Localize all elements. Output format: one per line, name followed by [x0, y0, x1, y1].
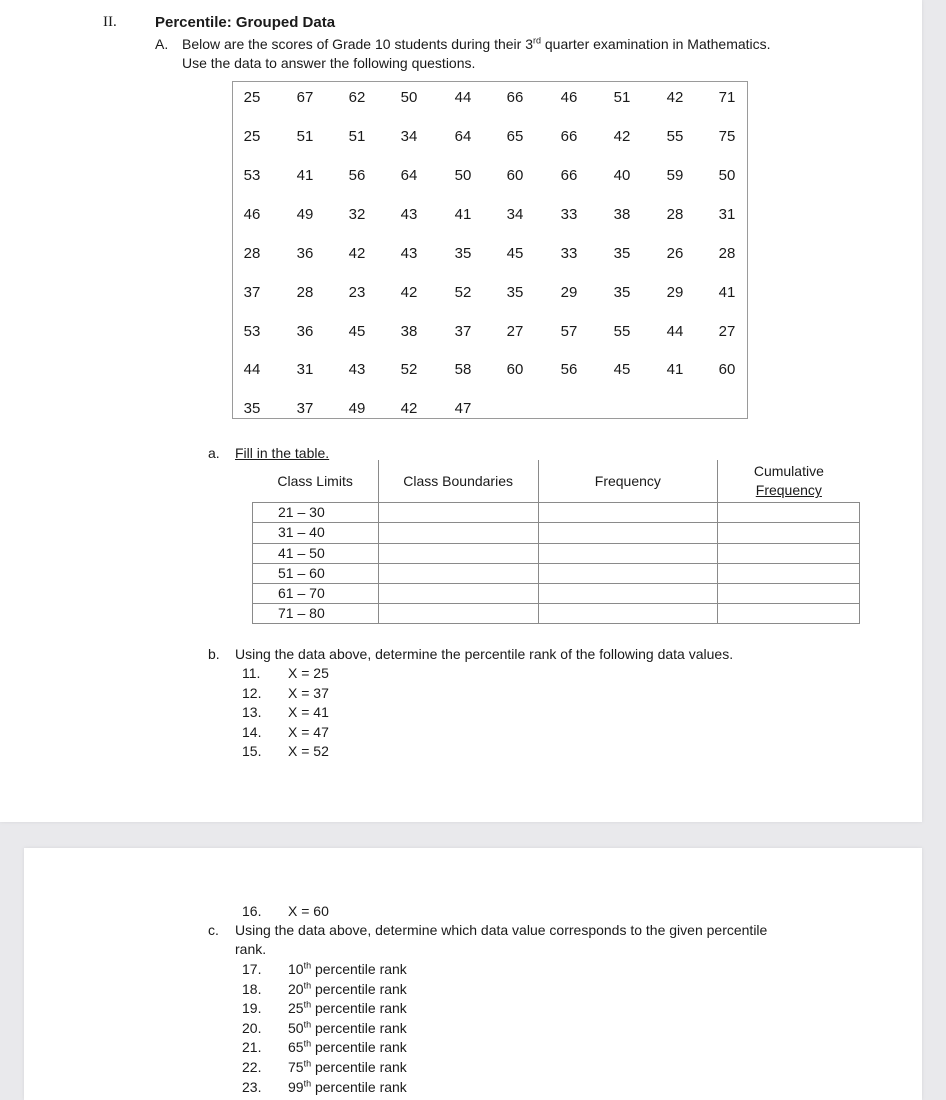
- score-value: 46: [243, 206, 261, 223]
- score-value: 44: [243, 361, 261, 378]
- score-value: 25: [243, 128, 261, 145]
- score-value: 66: [560, 167, 578, 184]
- table-body: [253, 503, 860, 624]
- score-value: 49: [348, 400, 366, 417]
- score-value: 35: [613, 284, 631, 301]
- list-item: [242, 980, 407, 1000]
- score-value: 43: [348, 361, 366, 378]
- score-value: 41: [454, 206, 472, 223]
- score-value: 45: [506, 245, 524, 262]
- item-number: 11.: [242, 665, 261, 681]
- item-text: 20th percentile rank: [288, 979, 407, 997]
- cumulative-frequency-cell[interactable]: [718, 503, 860, 523]
- score-value: 35: [454, 245, 472, 262]
- cumulative-frequency-cell[interactable]: [718, 583, 860, 603]
- score-value: 28: [666, 206, 684, 223]
- score-value: 41: [296, 167, 314, 184]
- worksheet-page-2: [24, 848, 922, 1100]
- item-number: 18.: [242, 980, 262, 997]
- score-value: 71: [718, 89, 736, 106]
- score-value: 60: [506, 361, 524, 378]
- score-value: 53: [243, 323, 261, 340]
- item-text: 75th percentile rank: [288, 1058, 407, 1075]
- item-text: 99th percentile rank: [288, 1077, 407, 1095]
- score-value: 53: [243, 167, 261, 184]
- score-value: 36: [296, 245, 314, 262]
- score-value: 47: [454, 400, 472, 417]
- part-b-items-continued: [242, 902, 329, 922]
- score-value: 26: [666, 245, 684, 262]
- score-value: 29: [560, 284, 578, 301]
- part-a-a-label: a.: [208, 445, 220, 461]
- list-item: [242, 703, 329, 723]
- item-text: X = 41: [288, 704, 329, 721]
- class-limits-cell: 71 – 80: [253, 603, 379, 623]
- frequency-cell[interactable]: [538, 543, 718, 563]
- item-number: 13.: [242, 704, 262, 721]
- score-value: 49: [296, 206, 314, 223]
- score-value: 33: [560, 245, 578, 262]
- score-value: 57: [560, 323, 578, 340]
- class-boundaries-cell[interactable]: [378, 543, 538, 563]
- part-b-instructions: Using the data above, determine the percentile rank of the following data values.: [235, 646, 734, 662]
- score-value: 55: [666, 128, 684, 145]
- score-value: 25: [243, 89, 261, 106]
- score-value: 41: [718, 284, 736, 301]
- score-value: 37: [296, 400, 314, 417]
- score-value: 34: [400, 128, 418, 145]
- header-cumulative-frequency: Cumulative Frequency: [718, 460, 860, 503]
- cumulative-frequency-cell[interactable]: [718, 603, 860, 623]
- score-value: 45: [613, 361, 631, 378]
- list-item: [242, 1078, 407, 1098]
- score-value: 56: [348, 167, 366, 184]
- item-text: 50th percentile rank: [288, 1019, 407, 1036]
- score-value: 45: [348, 323, 366, 340]
- class-limits-cell: 51 – 60: [253, 563, 379, 583]
- frequency-cell[interactable]: [538, 523, 718, 543]
- item-text: 65th percentile rank: [288, 1038, 407, 1056]
- class-boundaries-cell[interactable]: [378, 583, 538, 603]
- score-value: 50: [454, 167, 472, 184]
- item-text: 25th percentile rank: [288, 999, 407, 1017]
- score-value: 35: [243, 400, 261, 417]
- table-row: [253, 523, 860, 543]
- score-value: 64: [400, 167, 418, 184]
- item-number: 17.: [242, 961, 262, 977]
- score-value: 42: [666, 89, 684, 106]
- class-limits-cell: 21 – 30: [253, 503, 379, 523]
- scores-data-box: [232, 81, 748, 419]
- score-value: 64: [454, 128, 472, 145]
- item-number: 12.: [242, 684, 262, 701]
- part-c-instructions-line1: Using the data above, determine which data value corresponds to the given percentile: [235, 922, 768, 938]
- score-value: 27: [718, 323, 736, 340]
- item-number: 15.: [242, 743, 262, 760]
- frequency-table: [252, 460, 860, 624]
- score-value: 52: [454, 284, 472, 301]
- score-value: 35: [613, 245, 631, 262]
- list-item: [242, 1058, 407, 1078]
- list-item: [242, 1019, 407, 1039]
- item-number: 21.: [242, 1039, 262, 1056]
- table-header-row: [253, 460, 860, 503]
- score-value: 43: [400, 206, 418, 223]
- score-value: 50: [718, 167, 736, 184]
- class-limits-cell: 61 – 70: [253, 583, 379, 603]
- score-value: 42: [348, 245, 366, 262]
- score-value: 31: [296, 361, 314, 378]
- item-number: 23.: [242, 1078, 262, 1095]
- score-value: 43: [400, 245, 418, 262]
- score-value: 35: [506, 284, 524, 301]
- score-value: 66: [560, 128, 578, 145]
- part-a-instructions-line1: Below are the scores of Grade 10 students during their 3rd quarter examination in Mathematics.: [182, 35, 771, 52]
- table-row: [253, 563, 860, 583]
- class-boundaries-cell[interactable]: [378, 503, 538, 523]
- score-value: 58: [454, 361, 472, 378]
- score-value: 41: [666, 361, 684, 378]
- score-value: 59: [666, 167, 684, 184]
- item-number: 14.: [242, 723, 262, 740]
- score-value: 34: [506, 206, 524, 223]
- table-row: [253, 603, 860, 623]
- score-value: 60: [718, 361, 736, 378]
- list-item: [242, 723, 329, 743]
- item-text: X = 25: [288, 665, 329, 681]
- list-item: [242, 684, 329, 704]
- list-item: [242, 742, 329, 762]
- part-b-label: b.: [208, 646, 220, 662]
- item-text: X = 37: [288, 684, 329, 701]
- score-value: 28: [718, 245, 736, 262]
- frequency-cell[interactable]: [538, 603, 718, 623]
- score-value: 51: [348, 128, 366, 145]
- score-value: 38: [613, 206, 631, 223]
- score-value: 28: [243, 245, 261, 262]
- score-value: 51: [296, 128, 314, 145]
- score-value: 56: [560, 361, 578, 378]
- item-number: 22.: [242, 1058, 262, 1075]
- item-text: X = 60: [288, 903, 329, 919]
- cumulative-frequency-cell[interactable]: [718, 523, 860, 543]
- score-value: 42: [400, 284, 418, 301]
- score-value: 38: [400, 323, 418, 340]
- score-value: 66: [506, 89, 524, 106]
- item-text: X = 52: [288, 743, 329, 760]
- score-value: 44: [666, 323, 684, 340]
- table-row: [253, 503, 860, 523]
- item-number: 16.: [242, 903, 262, 919]
- score-value: 28: [296, 284, 314, 301]
- class-limits-cell: 41 – 50: [253, 543, 379, 563]
- score-value: 33: [560, 206, 578, 223]
- score-value: 31: [718, 206, 736, 223]
- score-value: 42: [400, 400, 418, 417]
- list-item: [242, 960, 407, 980]
- class-boundaries-cell[interactable]: [378, 563, 538, 583]
- score-value: 40: [613, 167, 631, 184]
- frequency-cell[interactable]: [538, 503, 718, 523]
- part-a-a-text: Fill in the table.: [235, 445, 330, 461]
- score-value: 52: [400, 361, 418, 378]
- list-item: [242, 664, 329, 684]
- score-value: 75: [718, 128, 736, 145]
- item-number: 19.: [242, 1000, 262, 1017]
- cumulative-frequency-cell[interactable]: [718, 563, 860, 583]
- score-value: 29: [666, 284, 684, 301]
- score-value: 42: [613, 128, 631, 145]
- score-value: 37: [243, 284, 261, 301]
- frequency-cell[interactable]: [538, 563, 718, 583]
- header-class-limits: Class Limits: [253, 460, 379, 503]
- class-limits-cell: 31 – 40: [253, 523, 379, 543]
- score-value: 46: [560, 89, 578, 106]
- part-b-items: [242, 664, 329, 762]
- score-value: 27: [506, 323, 524, 340]
- header-class-boundaries: Class Boundaries: [378, 460, 538, 503]
- score-value: 55: [613, 323, 631, 340]
- score-value: 50: [400, 89, 418, 106]
- score-value: 51: [613, 89, 631, 106]
- class-boundaries-cell[interactable]: [378, 603, 538, 623]
- list-item: [242, 1038, 407, 1058]
- section-number: II.: [103, 14, 117, 30]
- table-row: [253, 543, 860, 563]
- header-frequency: Frequency: [538, 460, 718, 503]
- list-item: [242, 999, 407, 1019]
- score-value: 65: [506, 128, 524, 145]
- class-boundaries-cell[interactable]: [378, 523, 538, 543]
- score-value: 23: [348, 284, 366, 301]
- part-a-label: A.: [155, 36, 169, 52]
- frequency-cell[interactable]: [538, 583, 718, 603]
- item-text: X = 47: [288, 723, 329, 740]
- table-row: [253, 583, 860, 603]
- section-title: Percentile: Grouped Data: [155, 14, 336, 31]
- score-value: 67: [296, 89, 314, 106]
- part-c-items: [242, 960, 407, 1097]
- item-text: 10th percentile rank: [288, 960, 407, 977]
- score-value: 60: [506, 167, 524, 184]
- score-value: 32: [348, 206, 366, 223]
- cumulative-frequency-cell[interactable]: [718, 543, 860, 563]
- score-value: 37: [454, 323, 472, 340]
- score-value: 36: [296, 323, 314, 340]
- item-number: 20.: [242, 1019, 262, 1036]
- score-value: 62: [348, 89, 366, 106]
- score-value: 44: [454, 89, 472, 106]
- part-c-instructions-line2: rank.: [235, 941, 267, 957]
- list-item: [242, 902, 329, 922]
- part-a-instructions-line2: Use the data to answer the following questions.: [182, 55, 476, 71]
- part-c-label: c.: [208, 922, 219, 938]
